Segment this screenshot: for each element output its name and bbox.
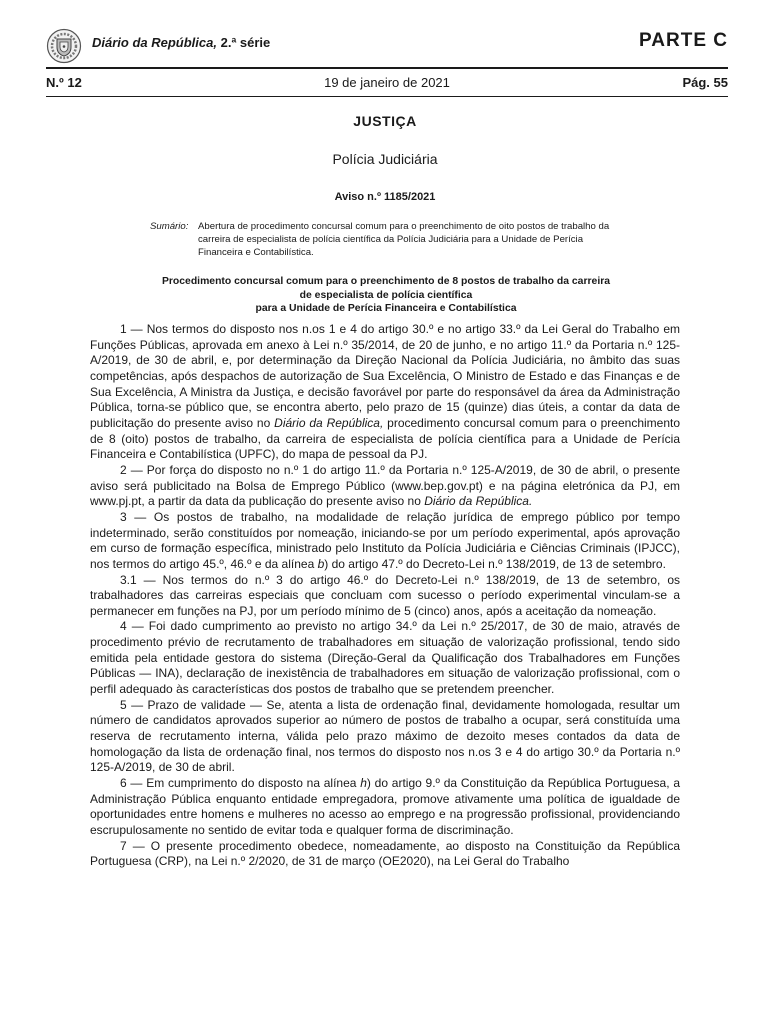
publication-name: Diário da República, xyxy=(92,35,217,50)
issue-meta xyxy=(46,75,728,93)
notice-body xyxy=(90,322,680,870)
paragraph-1: 1 — Nos termos do disposto nos n.os 1 e 4 do artigo 30.º e no artigo 33.º da Lei Geral do Trabalho em Funções Públicas, aprovada em anexo à Lei n.º 35/2014, de 20 de junho, e no artigo 11.º da Portaria n.º 125-A/2019, de 30 de abril, e, por determinação da Direção Nacional da Polícia Judiciária, no âmbito das suas competências, após despachos de autorização de Sua Excelência, O Ministro de Estado e das Finanças e de Sua Excelência, A Ministra da Justiça, e decisão favorável por parte do responsável da área da Administração Pública, torna-se público que, se encontra aberto, pelo prazo de 15 (quinze) dias úteis, a contar da data de publicitação do presente aviso no Diário da República, procedimento concursal comum para o preenchimento de 8 (oito) postos de trabalho, da carreira de especialista de polícia científica para a Unidade de Perícia Financeira e Contabilística (UPFC), do mapa de pessoal da PJ. xyxy=(90,322,681,462)
paragraph-3: 3 — Os postos de trabalho, na modalidade de relação jurídica de emprego público por tempo indeterminado, serão constituídos por nomeação, iniciando-se por um período experimental, após aprovação em curso de formação específica, ministrado pelo Instituto da Polícia Judiciária e Ciências Criminais (IPJCC), nos termos do artigo 45.º, 46.º e da alínea b) do artigo 47.º do Decreto-Lei n.º 138/2019, de 13 de setembro. xyxy=(90,509,680,571)
issue-date: 19 de janeiro de 2021 xyxy=(324,75,450,90)
procedure-title-line: de especialista de polícia científica xyxy=(299,289,473,301)
ministry-heading: JUSTIÇA xyxy=(353,113,417,129)
paragraph-4: 4 — Foi dado cumprimento ao previsto no artigo 34.º da Lei n.º 25/2017, de 30 de maio, através de procedimento prévio de recrutamento de trabalhadores em situação de valorização profissional, tendo sido emitida pela entidade gestora do sistema (Direção-Geral da Qualificação dos Trabalhadores em Funções Públicas — INA), declaração de inexistência de trabalhadores em situação de valorização profissional, com o perfil adequado às características dos postos de trabalho que se pretendem preencher. xyxy=(90,619,680,697)
procedure-title xyxy=(110,275,662,316)
page-header xyxy=(46,26,728,66)
entity-heading: Polícia Judiciária xyxy=(332,151,438,167)
summary-text: Abertura de procedimento concursal comum para o preenchimento de oito postos de trabalho da carreira de especialista de polícia científica da Polícia Judiciária para a Unidade de Perícia Financeira e Contabilística. xyxy=(198,221,610,258)
part-label: PARTE C xyxy=(639,30,728,51)
republic-emblem-icon xyxy=(46,28,82,64)
procedure-title-line: Procedimento concursal comum para o preenchimento de 8 postos de trabalho da carreira xyxy=(161,276,611,287)
paragraph-5: 5 — Prazo de validade — Se, atenta a lista de ordenação final, devidamente homologada, resultar um número de candidatos aprovados superior ao número de postos de trabalho a ocupar, será constituída uma reserva de recrutamento interna, válida pelo prazo máximo de dezoito meses contados da data de homologação da lista de ordenação final, nos termos do disposto nos n.os 3 e 4 do artigo 30.º da Portaria n.º 125-A/2019, de 30 de abril. xyxy=(90,697,680,775)
publication-title xyxy=(92,35,270,50)
summary xyxy=(150,220,628,259)
page-number: Pág. 55 xyxy=(682,75,728,90)
publication-serie: 2.ª série xyxy=(220,35,271,50)
paragraph-7: 7 — O presente procedimento obedece, nomeadamente, ao disposto na Constituição da República Portuguesa (CRP), na Lei n.º 2/2020, de 31 de março (OE2020), na Lei Geral do Trabalho xyxy=(90,838,680,869)
summary-label: Sumário: xyxy=(150,221,189,232)
paragraph-2: 2 — Por força do disposto no n.º 1 do artigo 11.º da Portaria n.º 125-A/2019, de 30 de abril, o presente aviso será publicitado na Bolsa de Emprego Público (www.bep.gov.pt) e na página eletrónica da PJ, em www.pj.pt, a partir da data da publicação do presente aviso no Diário da República. xyxy=(90,462,680,509)
header-divider xyxy=(46,67,728,69)
meta-divider xyxy=(46,96,728,97)
procedure-title-line: para a Unidade de Perícia Financeira e Contabilística xyxy=(255,303,517,315)
paragraph-6: 6 — Em cumprimento do disposto na alínea h) do artigo 9.º da Constituição da República Portuguesa, a Administração Pública enquanto entidade empregadora, promove ativamente uma política de igualdade de oportunidades entre homens e mulheres no acesso ao emprego e na progressão profissional, providenciando escrupulosamente no sentido de evitar toda e qualquer forma de discriminação. xyxy=(90,776,680,837)
notice-number: Aviso n.º 1185/2021 xyxy=(334,191,436,203)
paragraph-3-1: 3.1 — Nos termos do n.º 3 do artigo 46.º do Decreto-Lei n.º 138/2019, de 13 de setembro, os trabalhadores das carreiras especiais que concluam com sucesso o período experimental vinculam-se a permanecer em funções na PJ, por um período mínimo de 5 (cinco) anos, após a aceitação da nomeação. xyxy=(90,572,680,618)
issue-number: N.º 12 xyxy=(46,75,82,90)
